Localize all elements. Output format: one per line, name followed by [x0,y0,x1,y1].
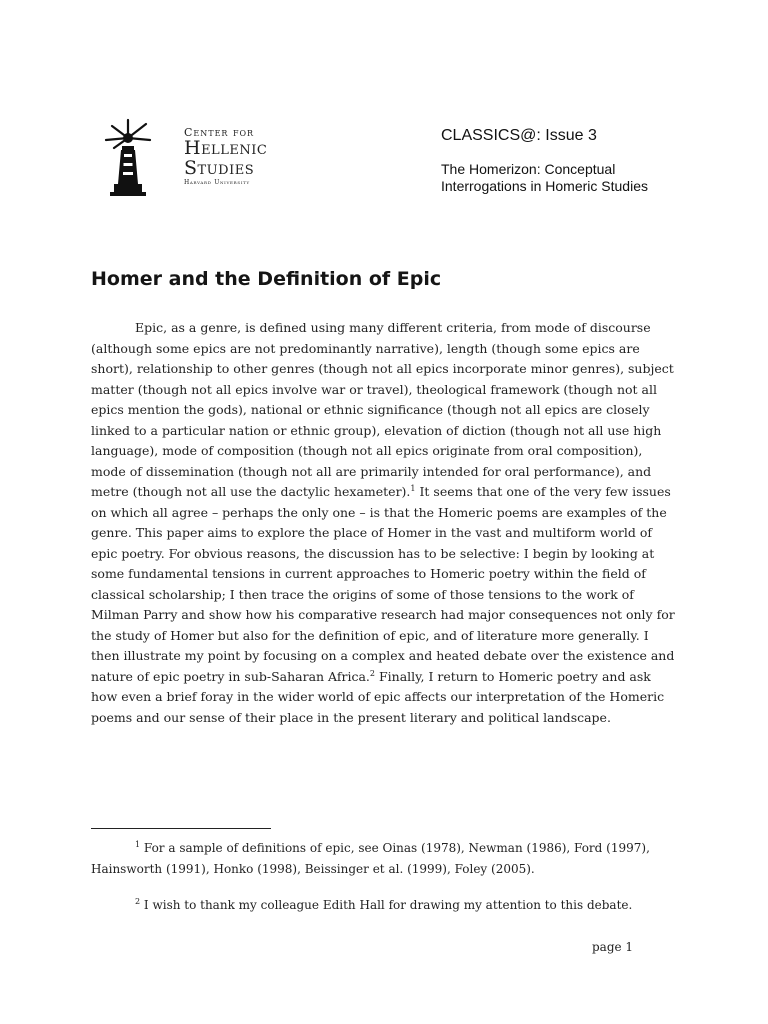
footnote-divider [91,828,271,829]
footnote-1-text: For a sample of definitions of epic, see Oinas (1978), Newman (1986), Ford (1997), Hainsworth (1991), Honko (1998), Beissinger et al. (1999), Foley (2005). [91,841,650,876]
lighthouse-icon [104,118,182,198]
footnote-1 [91,838,681,880]
logo-wordmark [184,126,267,187]
footnote-ref-2[interactable]: 2 [369,668,375,678]
logo-studies: Studies [184,157,255,179]
page-number: page 1 [592,940,634,954]
footnote-1-number: 1 [135,840,141,849]
logo-center-for: Center for [184,126,255,139]
journal-subtitle [441,161,648,195]
paragraph-text-1: Epic, as a genre, is defined using many different criteria, from mode of discourse (although some epics are not predominantly narrative), length (though some epics are short), relationship to other genres (though not all epics incorporate minor genres), subject matter (though not all epics involve war or travel), theological framework (though not all epics mention the gods), national or ethnic significance (though not all epics are closely linked to a particular nation or ethnic group), elevation of diction (though not all use high language), mode of composition (though not all epics originate from oral composition), mode of dissemination (though not all are primarily intended for oral performance), and metre (though not all use the dactylic hexameter). [91,320,674,499]
logo-harvard: Harvard University [184,179,250,186]
journal-subtitle-line2: Interrogations in Homeric Studies [441,178,648,194]
article-title: Homer and the Definition of Epic [91,268,442,290]
journal-header [441,126,648,195]
journal-issue: CLASSICS@: Issue 3 [441,127,597,144]
logo-hellenic: Hellenic [184,137,268,159]
footnote-2-text: I wish to thank my colleague Edith Hall for drawing my attention to this debate. [140,898,633,912]
footnote-2 [91,895,681,916]
footnote-2-number: 2 [135,897,141,906]
chs-logo [104,118,274,198]
paragraph-text-3: Finally, I return to Homeric poetry and ask how even a brief foray in the wider world of epic affects our interpretation of the Homeric poems and our sense of their place in the present literary and political landscape. [91,668,665,725]
article-paragraph [91,318,681,728]
footnote-ref-1[interactable]: 1 [410,483,416,493]
journal-subtitle-line1: The Homerizon: Conceptual [441,161,616,177]
paragraph-text-2: It seems that one of the very few issues on which all agree – perhaps the only one – is that the Homeric poems are examples of the genre. This paper aims to explore the place of Homer in the vast and multiform world of epic poetry. For obvious reasons, the discussion has to be selective: I begin by looking at some fundamental tensions in current approaches to Homeric poetry within the field of classical scholarship; I then trace the origins of some of those tensions to the work of Milman Parry and show how his comparative research had major consequences not only for the study of Homer but also for the definition of epic, and of literature more generally. I then illustrate my point by focusing on a complex and heated debate over the existence and nature of epic poetry in sub-Saharan Africa. [91,484,675,684]
